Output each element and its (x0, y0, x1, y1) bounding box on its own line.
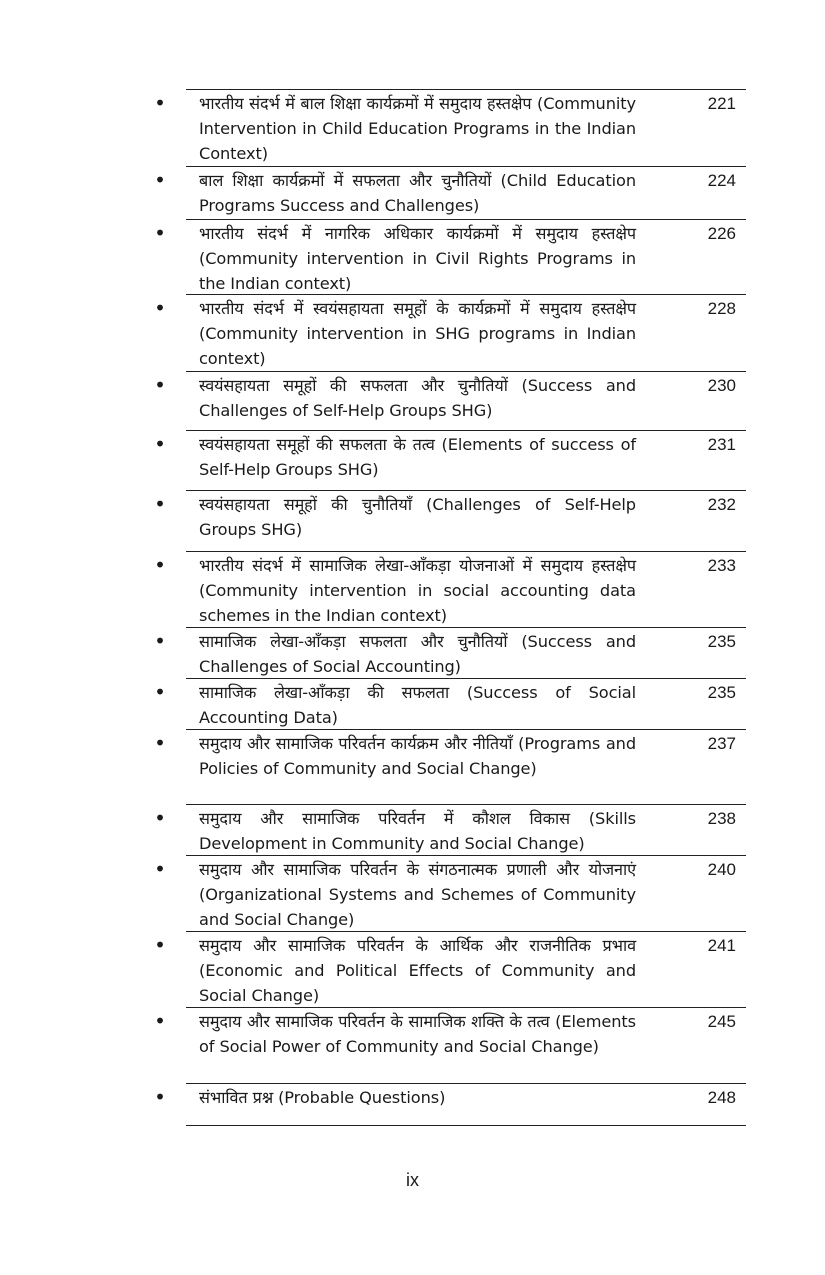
toc-entry-page-number: 235 (707, 683, 736, 702)
toc-entry-title: स्वयंसहायता समूहों की सफलता और चुनौतियों (Success and Challenges of Self-Help Groups SHG) (199, 376, 636, 420)
row-divider (186, 804, 746, 805)
row-divider (186, 1125, 746, 1126)
bullet-icon: • (154, 492, 166, 516)
toc-entry-title: समुदाय और सामाजिक परिवर्तन के आर्थिक और राजनीतिक प्रभाव (Economic and Political Effects of Community and Social Change) (199, 936, 636, 1005)
row-divider (186, 294, 746, 295)
toc-entry-page-number: 238 (707, 809, 736, 828)
toc-entry-title: भारतीय संदर्भ में सामाजिक लेखा-आँकड़ा योजनाओं में समुदाय हस्तक्षेप (Community intervention in social accounting data schemes in the Indian context) (199, 556, 636, 625)
row-divider (186, 1083, 746, 1084)
toc-entry-title: समुदाय और सामाजिक परिवर्तन के सामाजिक शक्ति के तत्व (Elements of Social Power of Community and Social Change) (199, 1012, 636, 1056)
toc-entry-title: भारतीय संदर्भ में नागरिक अधिकार कार्यक्रमों में समुदाय हस्तक्षेप (Community intervention in Civil Rights Programs in the Indian context) (199, 224, 636, 293)
page-folio: ix (406, 1170, 419, 1190)
row-divider (186, 627, 746, 628)
toc-entry-title: स्वयंसहायता समूहों की चुनौतियाँ (Challenges of Self-Help Groups SHG) (199, 495, 636, 539)
bullet-icon: • (154, 857, 166, 881)
row-divider (186, 855, 746, 856)
row-divider (186, 678, 746, 679)
toc-entry-title: बाल शिक्षा कार्यक्रमों में सफलता और चुनौतियों (Child Education Programs Success and Challenges) (199, 171, 636, 215)
toc-entry-title: सामाजिक लेखा-आँकड़ा सफलता और चुनौतियों (Success and Challenges of Social Accounting) (199, 632, 636, 676)
row-divider (186, 931, 746, 932)
row-divider (186, 551, 746, 552)
row-divider (186, 219, 746, 220)
toc-entry-title: समुदाय और सामाजिक परिवर्तन कार्यक्रम और नीतियाँ (Programs and Policies of Community and Social Change) (199, 734, 636, 778)
toc-entry-page-number: 226 (707, 224, 736, 243)
toc-entry-page-number: 233 (707, 556, 736, 575)
toc-entry-page-number: 231 (707, 435, 736, 454)
row-divider (186, 371, 746, 372)
row-divider (186, 490, 746, 491)
toc-entry-title: स्वयंसहायता समूहों की सफलता के तत्व (Elements of success of Self-Help Groups SHG) (199, 435, 636, 479)
row-divider (186, 430, 746, 431)
toc-entry-title: सामाजिक लेखा-आँकड़ा की सफलता (Success of Social Accounting Data) (199, 683, 636, 727)
bullet-icon: • (154, 1009, 166, 1033)
row-divider (186, 729, 746, 730)
row-divider (186, 89, 746, 90)
bullet-icon: • (154, 680, 166, 704)
toc-entry-title: समुदाय और सामाजिक परिवर्तन में कौशल विकास (Skills Development in Community and Social Change) (199, 809, 636, 853)
toc-entry-page-number: 248 (707, 1088, 736, 1107)
toc-entry-page-number: 228 (707, 299, 736, 318)
bullet-icon: • (154, 933, 166, 957)
toc-entry-page-number: 240 (707, 860, 736, 879)
toc-entry-title: भारतीय संदर्भ में बाल शिक्षा कार्यक्रमों में समुदाय हस्तक्षेप (Community Intervention in Child Education Programs in the Indian Context) (199, 94, 636, 163)
toc-entry-title: भारतीय संदर्भ में स्वयंसहायता समूहों के कार्यक्रमों में समुदाय हस्तक्षेप (Community intervention in SHG programs in Indian context) (199, 299, 636, 368)
bullet-icon: • (154, 806, 166, 830)
bullet-icon: • (154, 731, 166, 755)
bullet-icon: • (154, 373, 166, 397)
toc-entry-title: समुदाय और सामाजिक परिवर्तन के संगठनात्मक प्रणाली और योजनाएं (Organizational Systems and Schemes of Community and Social Change) (199, 860, 636, 929)
bullet-icon: • (154, 629, 166, 653)
row-divider (186, 1007, 746, 1008)
toc-entry-page-number: 235 (707, 632, 736, 651)
toc-entry-title: संभावित प्रश्न (Probable Questions) (199, 1088, 446, 1107)
bullet-icon: • (154, 432, 166, 456)
bullet-icon: • (154, 91, 166, 115)
toc-entry-page-number: 232 (707, 495, 736, 514)
row-divider (186, 166, 746, 167)
toc-entry-page-number: 224 (707, 171, 736, 190)
bullet-icon: • (154, 553, 166, 577)
toc-entry-page-number: 230 (707, 376, 736, 395)
toc-entry-page-number: 237 (707, 734, 736, 753)
toc-entry-page-number: 241 (707, 936, 736, 955)
toc-entry-page-number: 221 (707, 94, 736, 113)
bullet-icon: • (154, 168, 166, 192)
bullet-icon: • (154, 1085, 166, 1109)
bullet-icon: • (154, 221, 166, 245)
toc-entry-page-number: 245 (707, 1012, 736, 1031)
bullet-icon: • (154, 296, 166, 320)
